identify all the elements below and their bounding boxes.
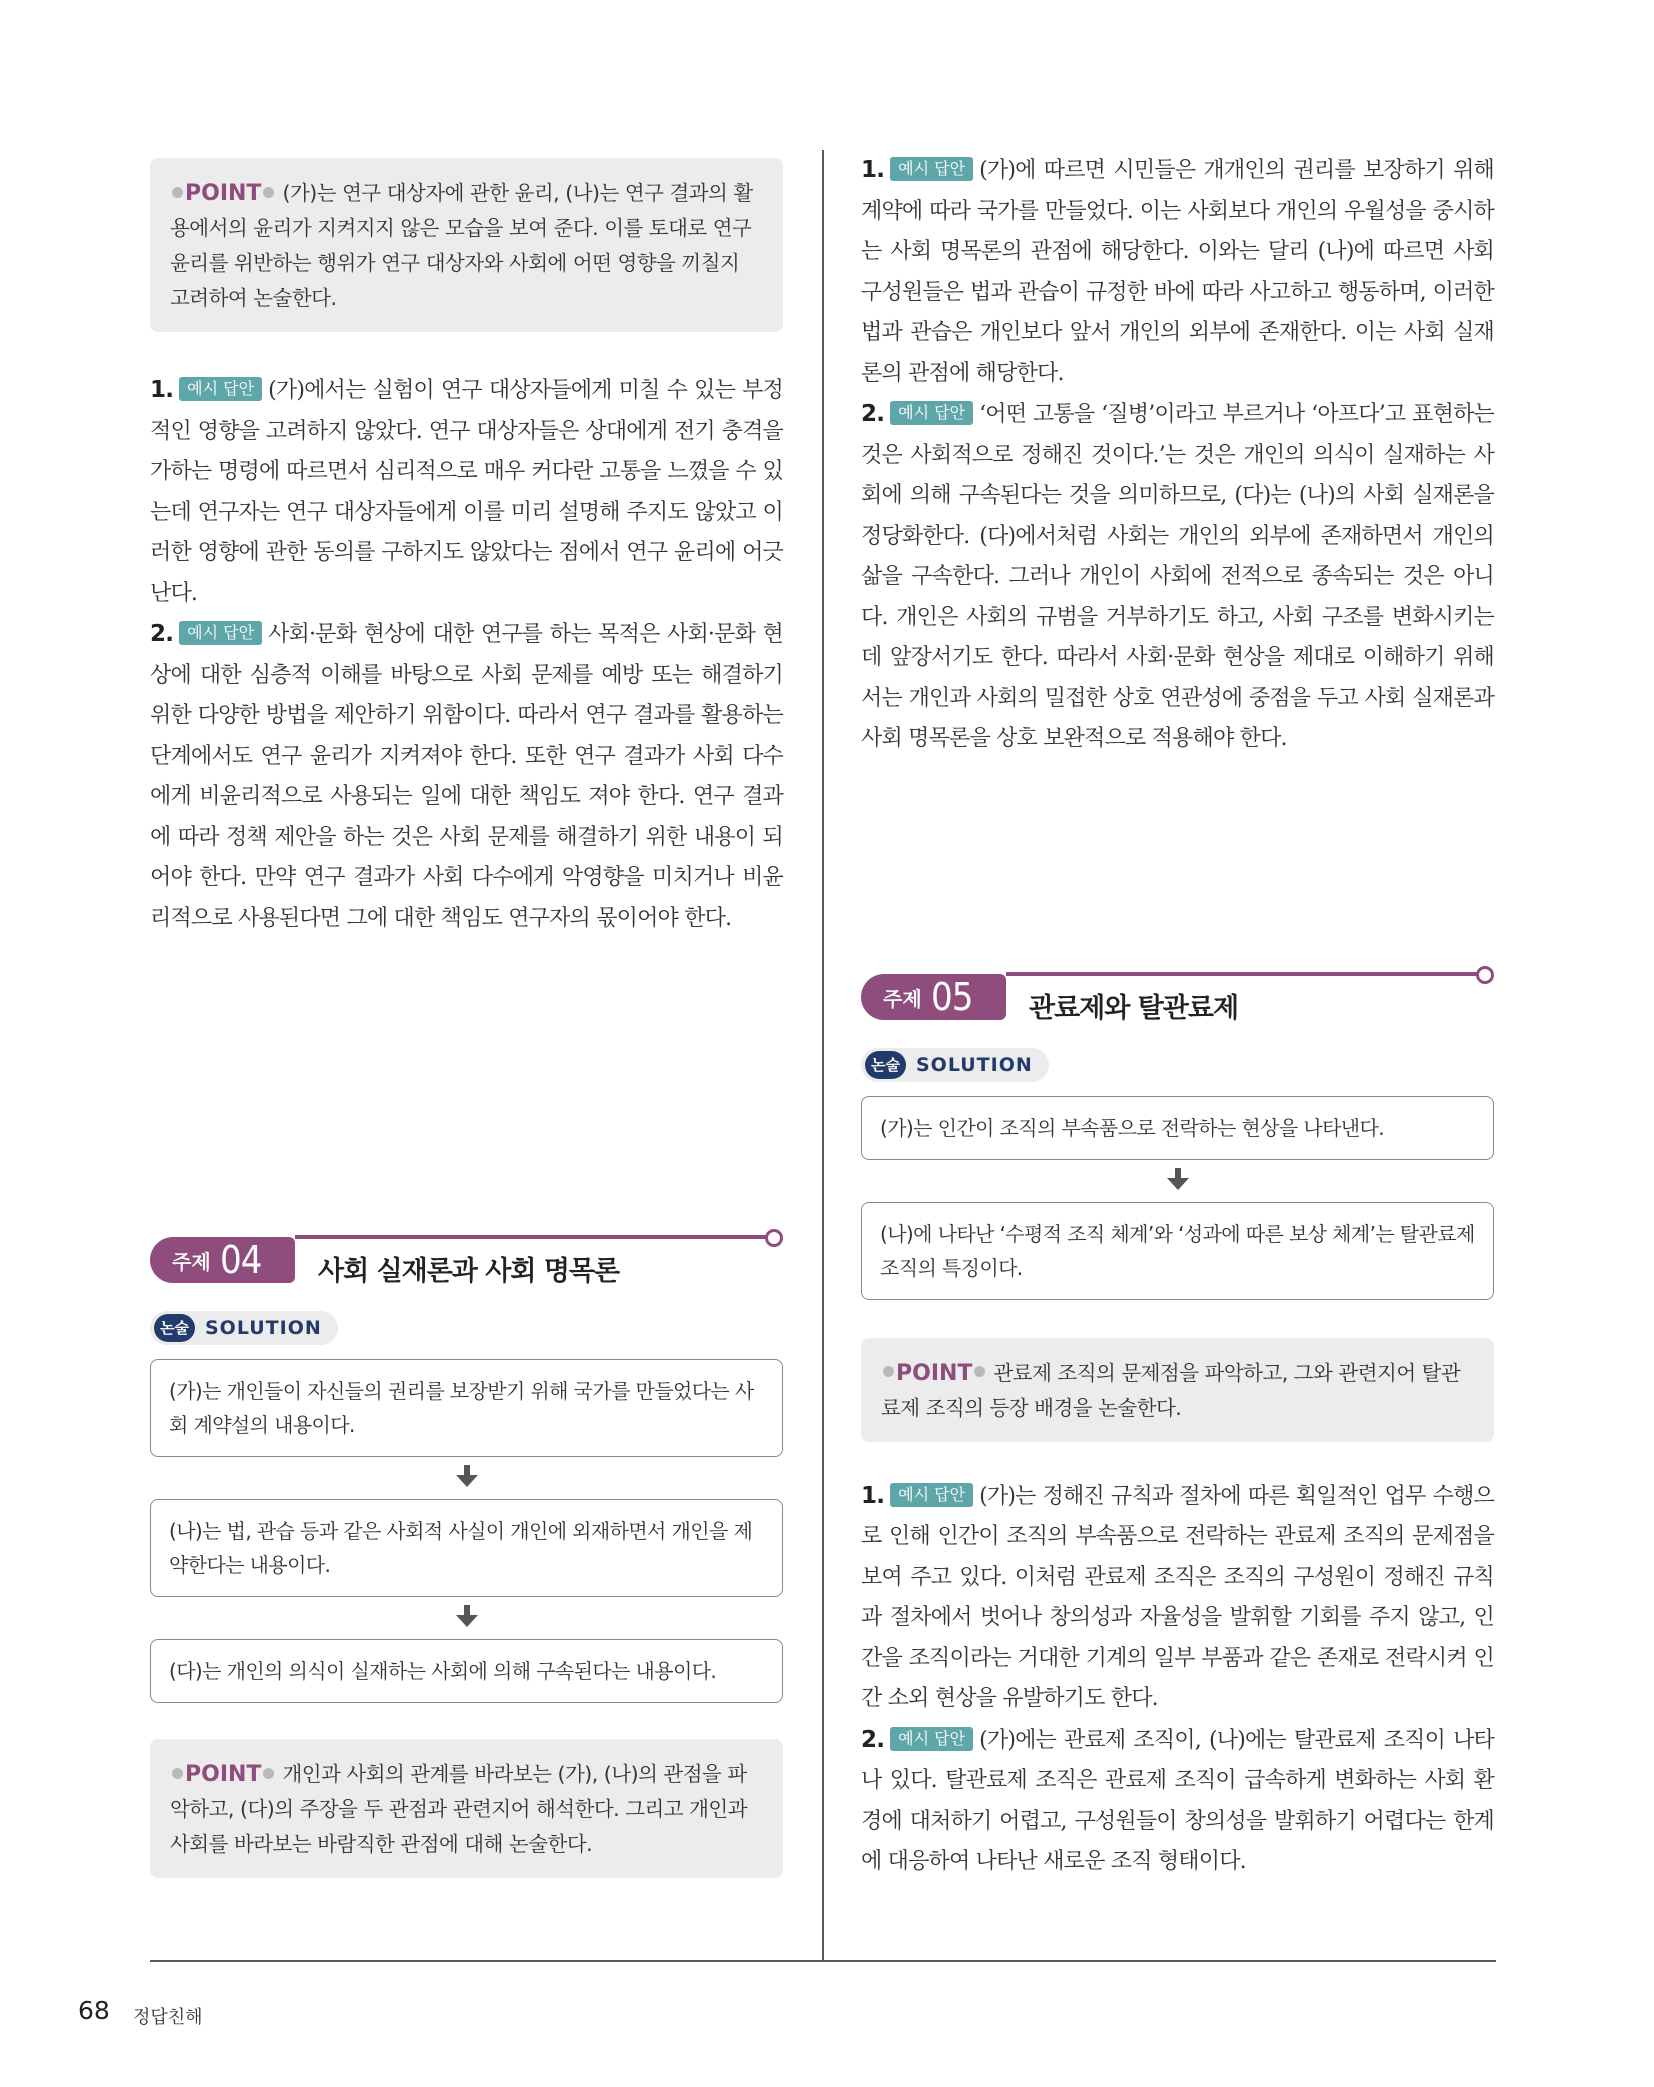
answer-item (150, 614, 783, 939)
arrow-down-icon (861, 1160, 1494, 1202)
answer-text: (가)는 정해진 규칙과 절차에 따른 획일적인 업무 수행으로 인해 인간이 조직의 부속품으로 전락하는 관료제 조직의 문제점을 보여 주고 있다. 이처럼 관료제 조직은 조직의 구성원이 정해진 규칙과 절차에서 벗어나 창의성과 자율성을 발휘할 기회를 주지 않고, 인간을 조직이라는 거대한 기계의 일부 부품과 같은 존재로 전락시켜 인간 소외 현상을 유발하기도 한다. (861, 1483, 1494, 1711)
solution-badge (150, 1311, 338, 1345)
flow-box: (다)는 개인의 의식이 실재하는 사회에 의해 구속된다는 내용이다. (150, 1639, 783, 1703)
point-text: (가)는 연구 대상자에 관한 윤리, (나)는 연구 결과의 활용에서의 윤리가 지켜지지 않은 모습을 보여 준다. 이를 토대로 연구 윤리를 위반하는 행위가 연구 대상자와 사회에 어떤 영향을 끼칠지 고려하여 논술한다. (170, 181, 753, 310)
footer-divider (150, 1960, 1496, 1962)
flow-box: (가)는 개인들이 자신들의 권리를 보장받기 위해 국가를 만들었다는 사회 계약설의 내용이다. (150, 1359, 783, 1457)
arrow-down-icon (150, 1457, 783, 1499)
answer-item (861, 1720, 1494, 1883)
point-dot-icon (974, 1366, 985, 1377)
answer-number: 2. (150, 621, 174, 647)
point-box (150, 1739, 783, 1878)
answer-section (861, 150, 1494, 760)
answer-number: 2. (861, 1726, 885, 1753)
answer-item (861, 150, 1494, 394)
solution-label: SOLUTION (915, 1053, 1033, 1076)
answer-item (861, 394, 1494, 760)
answer-number: 1. (861, 157, 885, 183)
answer-tag: 예시 답안 (890, 1727, 973, 1751)
arrow-down-icon (150, 1597, 783, 1639)
topic-number: 05 (931, 974, 973, 1019)
flow-chart (861, 1096, 1494, 1300)
topic-header (150, 1229, 783, 1289)
point-dot-icon (172, 187, 183, 198)
answer-tag: 예시 답안 (890, 1483, 973, 1507)
topic-pill (861, 974, 1006, 1020)
point-label: POINT (896, 1360, 973, 1386)
answer-number: 1. (861, 1482, 885, 1509)
topic-title: 관료제와 탈관료제 (1029, 992, 1239, 1024)
topic-number: 04 (220, 1238, 262, 1282)
circle-end-icon (1476, 966, 1494, 984)
answer-tag: 예시 답안 (890, 157, 973, 181)
answer-item (861, 1476, 1494, 1720)
point-text: 관료제 조직의 문제점을 파악하고, 그와 관련지어 탈관료제 조직의 등장 배경을 논술한다. (881, 1360, 1461, 1420)
footer-label: 정답친해 (133, 2007, 203, 2028)
point-dot-icon (172, 1768, 183, 1779)
point-box (861, 1338, 1494, 1442)
circle-end-icon (765, 1229, 783, 1247)
column-divider (822, 150, 824, 1962)
point-dot-icon (883, 1366, 894, 1377)
solution-badge-char: 논술 (865, 1051, 906, 1079)
answer-item (150, 370, 783, 614)
point-dot-icon (263, 1768, 274, 1779)
answer-tag: 예시 답안 (179, 377, 262, 401)
point-label: POINT (185, 181, 262, 206)
point-label: POINT (185, 1762, 262, 1787)
topic-pill (150, 1237, 295, 1283)
point-box (150, 158, 783, 332)
solution-badge-char: 논술 (154, 1314, 195, 1342)
answer-tag: 예시 답안 (179, 621, 262, 645)
answer-tag: 예시 답안 (890, 401, 973, 425)
right-column (861, 150, 1494, 1883)
topic-rule (295, 1235, 767, 1239)
flow-chart (150, 1359, 783, 1703)
answer-section (150, 370, 783, 939)
topic-word: 주제 (172, 1250, 211, 1274)
page-number: 68 (78, 1996, 110, 2025)
solution-badge (861, 1048, 1049, 1082)
answer-text: (가)에는 관료제 조직이, (나)에는 탈관료제 조직이 나타나 있다. 탈관료제 조직은 관료제 조직이 급속하게 변화하는 사회 환경에 대처하기 어렵고, 구성원들이 창의성을 발휘하기 어렵다는 한계에 대응하여 나타난 새로운 조직 형태이다. (861, 1727, 1494, 1874)
answer-section (861, 1476, 1494, 1883)
topic-header (861, 966, 1494, 1026)
point-text: 개인과 사회의 관계를 바라보는 (가), (나)의 관점을 파악하고, (다)의 주장을 두 관점과 관련지어 해석한다. 그리고 개인과 사회를 바라보는 바람직한 관점에 대해 논술한다. (170, 1762, 748, 1856)
answer-text: ‘어떤 고통을 ‘질병’이라고 부르거나 ‘아프다’고 표현하는 것은 사회적으로 정해진 것이다.’는 것은 개인의 의식이 실재하는 사회에 의해 구속된다는 것을 의미하므로, (다)는 (나)의 사회 실재론을 정당화한다. (다)에서처럼 사회는 개인의 외부에 존재하면서 개인의 삶을 구속한다. 그러나 개인이 사회에 전적으로 종속되는 것은 아니다. 개인은 사회의 규범을 거부하기도 하고, 사회 구조를 변화시키는 데 앞장서기도 한다. 따라서 사회·문화 현상을 제대로 이해하기 위해서는 개인과 사회의 밀접한 상호 연관성에 중점을 두고 사회 실재론과 사회 명목론을 상호 보완적으로 적용해야 한다. (861, 402, 1494, 751)
answer-text: (가)에서는 실험이 연구 대상자들에게 미칠 수 있는 부정적인 영향을 고려하지 않았다. 연구 대상자들은 상대에게 전기 충격을 가하는 명령에 따르면서 심리적으로 매우 커다란 고통을 느꼈을 수 있는데 연구자는 연구 대상자들에게 이를 미리 설명해 주지도 않았고 이러한 영향에 관한 동의를 구하지도 않았다는 점에서 연구 윤리에 어긋난다. (150, 378, 783, 606)
flow-box: (나)에 나타난 ‘수평적 조직 체계’와 ‘성과에 따른 보상 체계’는 탈관료제 조직의 특징이다. (861, 1202, 1494, 1300)
topic-rule (1006, 972, 1478, 976)
left-column (150, 158, 783, 1878)
solution-label: SOLUTION (204, 1317, 322, 1339)
answer-text: 사회·문화 현상에 대한 연구를 하는 목적은 사회·문화 현상에 대한 심층적 이해를 바탕으로 사회 문제를 예방 또는 해결하기 위한 다양한 방법을 제안하기 위함이다. 따라서 연구 결과를 활용하는 단계에서도 연구 윤리가 지켜져야 한다. 또한 연구 결과가 사회 다수에게 비윤리적으로 사용되는 일에 대한 책임도 져야 한다. 연구 결과에 따라 정책 제안을 하는 것은 사회 문제를 해결하기 위한 내용이 되어야 한다. 만약 연구 결과가 사회 다수에게 악영향을 미치거나 비윤리적으로 사용된다면 그에 대한 책임도 연구자의 몫이어야 한다. (150, 622, 783, 931)
answer-number: 1. (150, 377, 174, 403)
topic-word: 주제 (883, 986, 922, 1011)
flow-box: (가)는 인간이 조직의 부속품으로 전락하는 현상을 나타낸다. (861, 1096, 1494, 1160)
point-dot-icon (263, 187, 274, 198)
answer-text: (가)에 따르면 시민들은 개개인의 권리를 보장하기 위해 계약에 따라 국가를 만들었다. 이는 사회보다 개인의 우월성을 중시하는 사회 명목론의 관점에 해당한다. 이와는 달리 (나)에 따르면 사회 구성원들은 법과 관습이 규정한 바에 따라 사고하고 행동하며, 이러한 법과 관습은 개인보다 앞서 개인의 외부에 존재한다. 이는 사회 실재론의 관점에 해당한다. (861, 158, 1494, 386)
topic-title: 사회 실재론과 사회 명목론 (318, 1256, 620, 1287)
answer-number: 2. (861, 401, 885, 427)
flow-box: (나)는 법, 관습 등과 같은 사회적 사실이 개인에 외재하면서 개인을 제약한다는 내용이다. (150, 1499, 783, 1597)
